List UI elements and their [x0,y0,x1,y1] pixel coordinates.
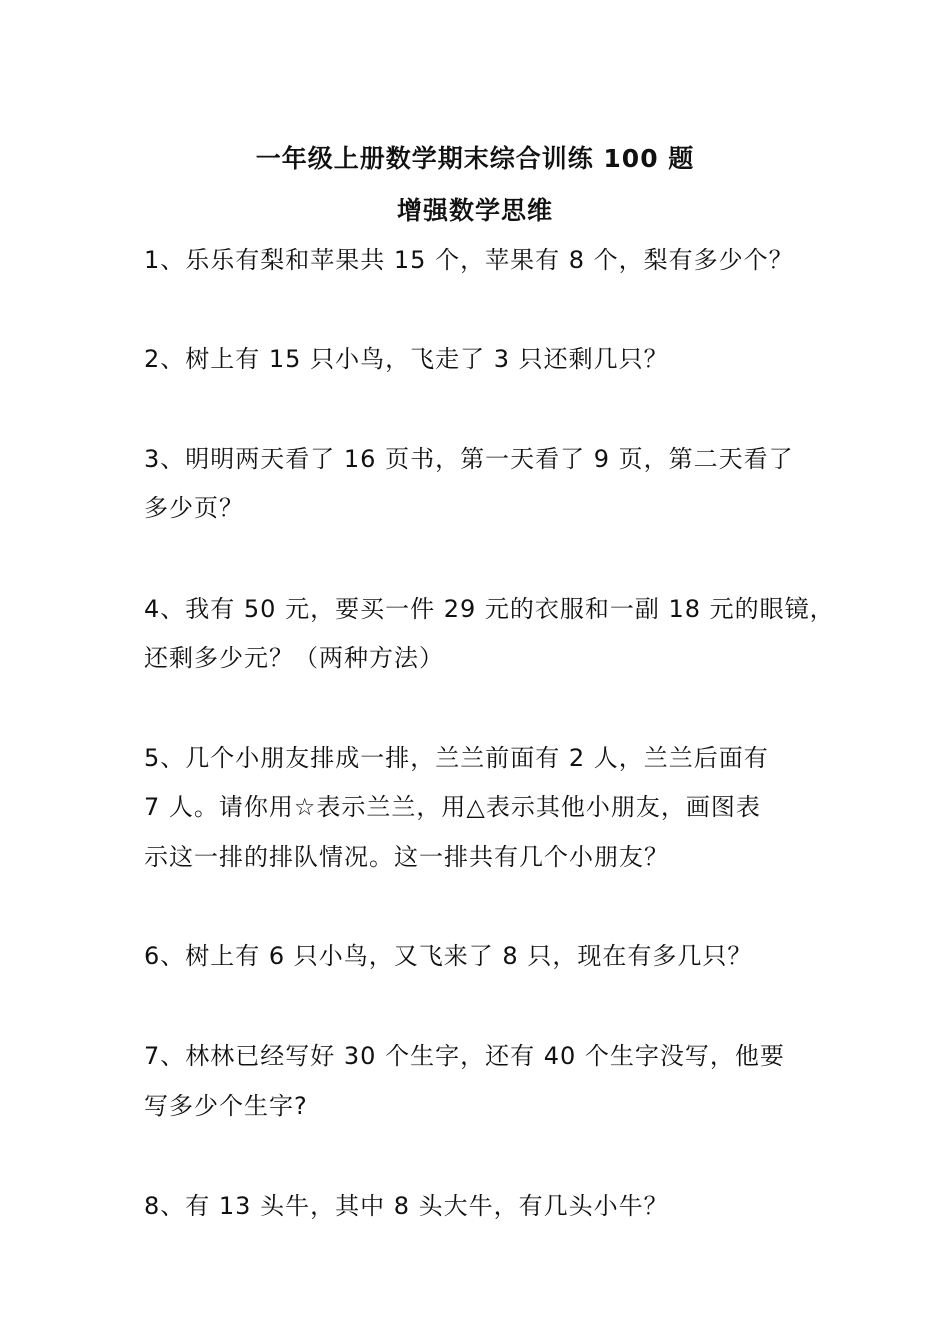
question-6-line-1: 6、树上有 6 只小鸟，又飞来了 8 只，现在有多几只？ [144,942,753,970]
question-5-line-3: 示这一排的排队情况。这一排共有几个小朋友？ [144,843,669,871]
question-7-line-2: 写多少个生字? [144,1092,308,1120]
question-4-line-2: 还剩多少元？（两种方法） [144,644,444,672]
question-4-line-1: 4、我有 50 元，要买一件 29 元的衣服和一副 18 元的眼镜， [144,595,835,623]
page-subtitle: 增强数学思维 [396,196,553,225]
question-2-line-1: 2、树上有 15 只小鸟，飞走了 3 只还剩几只？ [144,345,669,373]
question-5-line-2: 7 人。请你用☆表示兰兰，用△表示其他小朋友，画图表 [144,793,761,821]
page-title: 一年级上册数学期末综合训练 100 题 [255,144,695,173]
question-8-line-1: 8、有 13 头牛，其中 8 头大牛，有几头小牛？ [144,1192,669,1220]
question-7-line-1: 7、林林已经写好 30 个生字，还有 40 个生字没写，他要 [144,1042,785,1070]
question-1-line-1: 1、乐乐有梨和苹果共 15 个，苹果有 8 个，梨有多少个？ [144,246,794,274]
question-5-line-1: 5、几个小朋友排成一排，兰兰前面有 2 人，兰兰后面有 [144,744,769,772]
question-3-line-2: 多少页？ [144,494,244,522]
question-3-line-1: 3、明明两天看了 16 页书，第一天看了 9 页，第二天看了 [144,445,794,473]
